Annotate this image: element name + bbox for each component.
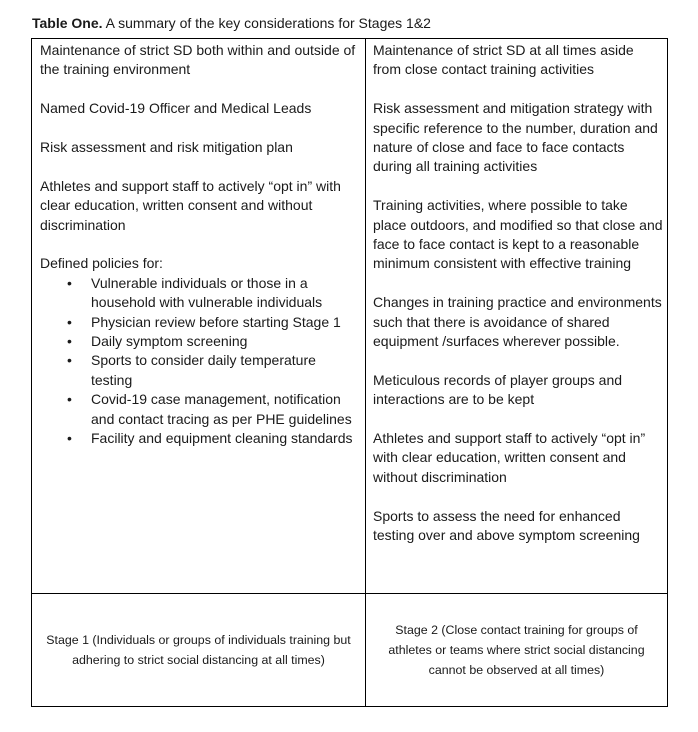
stage-labels-row: [32, 594, 668, 707]
policy-text: Vulnerable individuals or those in a household with vulnerable individuals: [91, 274, 323, 311]
stage1-label: Stage 1 (Individuals or groups of individuals training but adhering to strict social distancing at all times): [46, 633, 351, 667]
bullet-icon: •: [67, 274, 72, 291]
considerations-row: [32, 39, 668, 594]
bullet-icon: •: [67, 333, 72, 350]
stage1-item-covid-officer: Named Covid-19 Officer and Medical Leads: [40, 100, 312, 117]
policy-item: [40, 313, 359, 332]
policies-list: [40, 274, 359, 449]
stage2-item-risk-assessment: Risk assessment and mitigation strategy with specific reference to the number, duration and nature of close and face to face contacts during all training activities: [373, 100, 658, 175]
policy-item: [40, 351, 359, 390]
bullet-icon: •: [67, 313, 72, 330]
stage1-considerations-cell: [32, 39, 366, 594]
stage1-item-opt-in: Athletes and support staff to actively “opt in” with clear education, written consent and without discrimination: [40, 177, 341, 233]
summary-table: [31, 38, 668, 707]
policy-text: Daily symptom screening: [91, 333, 248, 350]
bullet-icon: •: [67, 430, 72, 447]
table-caption-text: A summary of the key considerations for Stages 1&2: [102, 15, 431, 31]
stage2-considerations: [366, 39, 667, 545]
policy-item: [40, 332, 359, 351]
policy-item: [40, 274, 359, 313]
table-caption-label: Table One.: [32, 15, 103, 31]
bullet-icon: •: [67, 391, 72, 408]
policy-text: Physician review before starting Stage 1: [91, 313, 341, 330]
bullet-icon: •: [67, 352, 72, 369]
stage2-item-records: Meticulous records of player groups and interactions are to be kept: [373, 371, 623, 408]
stage1-label-cell: [32, 594, 366, 707]
table-caption: [32, 14, 431, 32]
policy-text: Covid-19 case management, notification and contact tracing as per PHE guidelines: [91, 391, 352, 427]
stage2-label-cell: [366, 594, 668, 707]
stage2-item-opt-in: Athletes and support staff to actively “opt in” with clear education, written consent and without discrimination: [373, 430, 646, 485]
stage2-item-training-outdoors: Training activities, where possible to take place outdoors, and modified so that close and face to face contact is kept to a reasonable minimum consistent with effective training: [373, 197, 663, 272]
stage2-item-enhanced-testing: Sports to assess the need for enhanced testing over and above symptom screening: [373, 507, 640, 544]
policy-text: Facility and equipment cleaning standards: [91, 430, 353, 447]
policy-item: [40, 390, 359, 429]
stage2-label: Stage 2 (Close contact training for groups of athletes or teams where strict social distancing cannot be observed at all times): [388, 623, 645, 677]
stage2-considerations-cell: [366, 39, 668, 594]
stage1-item-risk-assessment: Risk assessment and risk mitigation plan: [40, 139, 293, 155]
policy-item: [40, 429, 359, 448]
policies-heading: Defined policies for:: [40, 255, 163, 272]
stage2-item-strict-sd: Maintenance of strict SD at all times aside from close contact training activities: [373, 42, 634, 78]
stage1-considerations: [32, 39, 365, 448]
stage1-item-strict-sd: Maintenance of strict SD both within and outside of the training environment: [40, 42, 356, 78]
stage2-item-shared-equipment: Changes in training practice and environments such that there is avoidance of shared equipment /surfaces wherever possible.: [373, 294, 662, 350]
policy-text: Sports to consider daily temperature testing: [91, 352, 316, 388]
